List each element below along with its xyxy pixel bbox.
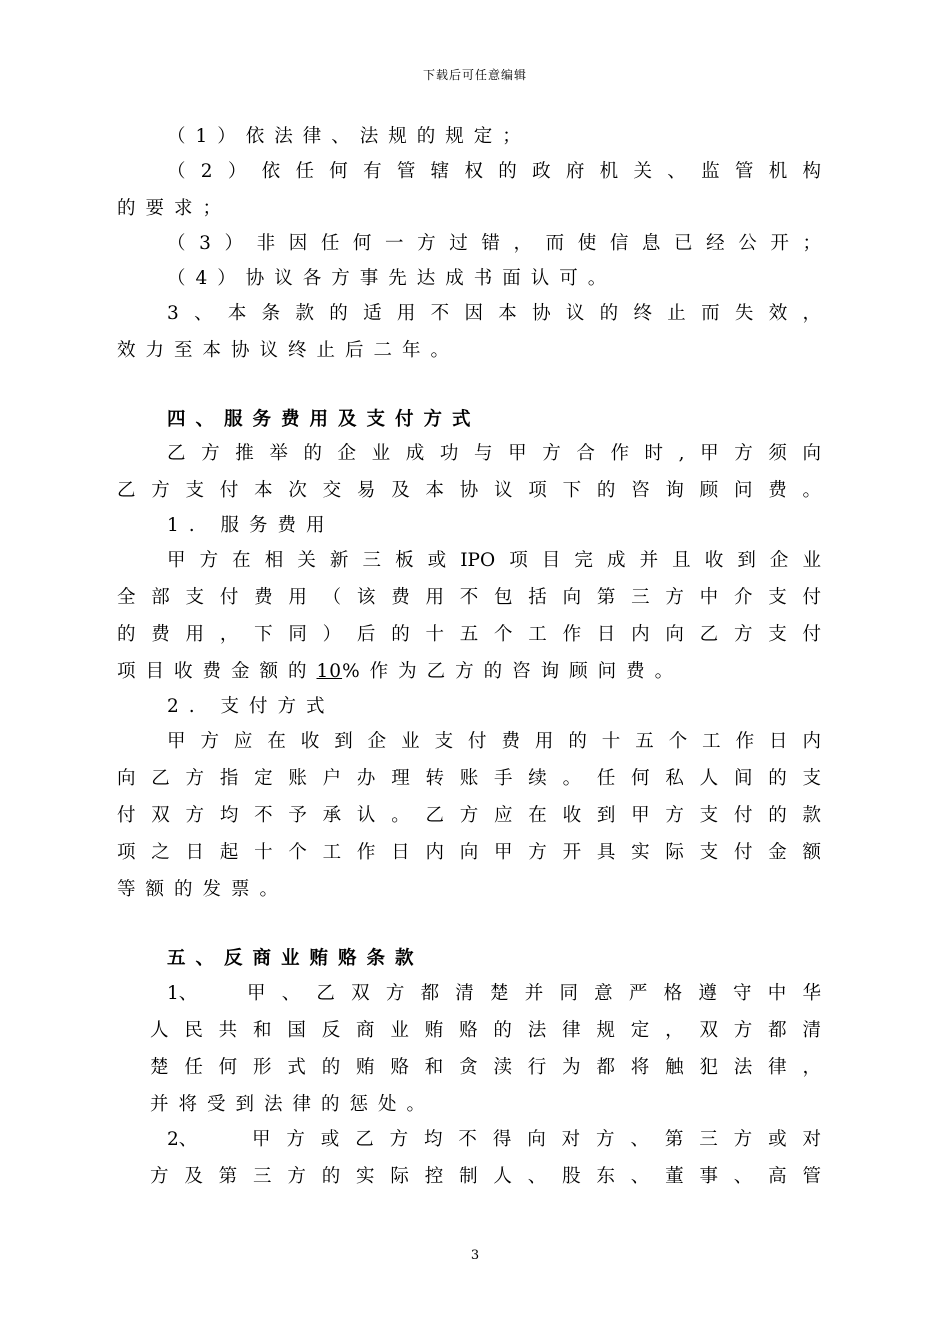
- clause-text: 甲、乙双方都清楚并同意严格遵守中华: [247, 983, 821, 1004]
- section-4-para: 乙方推举的企业成功与甲方合作时,甲方须向: [167, 443, 821, 464]
- clause-number: 2、: [167, 1129, 198, 1150]
- fee-text: 项目收费金额的: [117, 661, 317, 682]
- anti-bribery-clause-2-cont: 方及第三方的实际控制人、股东、董事、高管: [150, 1166, 821, 1187]
- payment-para-cont: 项之日起十个工作日内向甲方开具实际支付金额: [117, 842, 821, 863]
- page-number: 3: [470, 1248, 480, 1263]
- clause-item-4: （4）协议各方事先达成书面认可。: [167, 268, 617, 289]
- page-header: 下载后可任意编辑: [422, 68, 527, 82]
- clause-text: 甲方或乙方均不得向对方、第三方或对: [252, 1129, 821, 1150]
- clause-item-2: （2）依任何有管辖权的政府机关、监管机构: [167, 161, 821, 182]
- anti-bribery-clause-1-end: 并将受到法律的惩处。: [150, 1094, 436, 1115]
- fee-text-end: %作为乙方的咨询顾问费。: [342, 661, 684, 682]
- service-fee-para: 甲方在相关新三板或IPO项目完成并且收到企业: [167, 550, 821, 571]
- payment-para-end: 等额的发票。: [117, 879, 289, 900]
- section-4-para-cont: 乙方支付本次交易及本协议项下的咨询顾问费。: [117, 480, 821, 501]
- clause-3-cont: 效力至本协议终止后二年。: [117, 340, 460, 361]
- payment-para-cont: 付双方均不予承认。乙方应在收到甲方支付的款: [117, 805, 821, 826]
- anti-bribery-clause-1: [167, 981, 821, 1007]
- fee-percent: 10: [316, 661, 343, 682]
- service-fee-para-cont: 的费用，下同）后的十五个工作日内向乙方支付: [117, 624, 821, 645]
- service-fee-heading: 1. 服务费用: [167, 515, 335, 536]
- service-fee-para-end: [117, 659, 821, 685]
- clause-item-1: （1）依法律、法规的规定；: [167, 126, 531, 147]
- clause-item-2-cont: 的要求；: [117, 198, 232, 219]
- anti-bribery-clause-2: [167, 1127, 821, 1153]
- clause-number: 1、: [167, 983, 198, 1004]
- anti-bribery-clause-1-cont: 人民共和国反商业贿赂的法律规定，双方都清: [150, 1020, 821, 1041]
- payment-heading: 2. 支付方式: [167, 696, 335, 717]
- clause-item-3: （3）非因任何一方过错，而使信息已经公开；: [167, 233, 821, 254]
- section-5-heading: 五、反商业贿赂条款: [167, 948, 424, 969]
- anti-bribery-clause-1-cont: 楚任何形式的贿赂和贪渎行为都将触犯法律，: [150, 1057, 821, 1078]
- service-fee-para-cont: 全部支付费用（该费用不包括向第三方中介支付: [117, 587, 821, 608]
- section-4-heading: 四、服务费用及支付方式: [167, 409, 481, 430]
- payment-para: 甲方应在收到企业支付费用的十五个工作日内: [167, 731, 821, 752]
- clause-3: 3、本条款的适用不因本协议的终止而失效，: [167, 303, 821, 324]
- payment-para-cont: 向乙方指定账户办理转账手续。任何私人间的支: [117, 768, 821, 789]
